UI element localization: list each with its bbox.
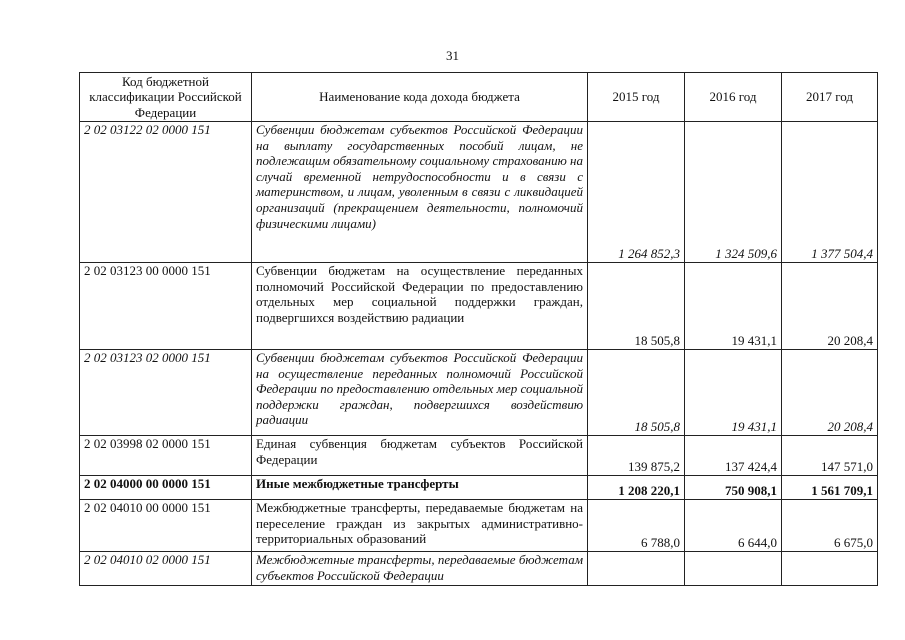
row-value-2015: 139 875,2 [588,436,685,476]
header-code: Код бюджетной классификации Российской Федерации [80,73,252,122]
table-row [80,350,878,436]
page-number: 31 [446,48,459,63]
row-name: Межбюджетные трансферты, передаваемые бюджетам субъектов Российской Федерации [252,552,588,586]
row-code: 2 02 03123 02 0000 151 [80,350,252,436]
row-value-2016: 1 324 509,6 [685,122,782,263]
table-row [80,500,878,552]
row-value-2016: 750 908,1 [685,476,782,500]
row-code: 2 02 03122 02 0000 151 [80,122,252,263]
row-value-2017: 1 561 709,1 [782,476,878,500]
row-code: 2 02 04000 00 0000 151 [80,476,252,500]
row-name: Субвенции бюджетам на осуществление переданных полномочий Российской Федерации по предоставлению отдельных мер социальной поддержки граждан, подвергшихся воздействию радиации [252,263,588,350]
row-value-2017: 6 675,0 [782,500,878,552]
row-value-2015: 1 264 852,3 [588,122,685,263]
row-code: 2 02 04010 02 0000 151 [80,552,252,586]
row-name: Единая субвенция бюджетам субъектов Российской Федерации [252,436,588,476]
row-value-2016: 19 431,1 [685,263,782,350]
row-value-2017 [782,552,878,586]
row-value-2016 [685,552,782,586]
row-code: 2 02 03123 00 0000 151 [80,263,252,350]
row-name: Межбюджетные трансферты, передаваемые бюджетам на переселение граждан из закрытых административно-территориальных образований [252,500,588,552]
row-name: Субвенции бюджетам субъектов Российской Федерации на осуществление переданных полномочий Российской Федерации по предоставлению отдельных мер социальной поддержки граждан, подвергшихся воздействию радиации [252,350,588,436]
table-row [80,436,878,476]
header-2017: 2017 год [782,73,878,122]
row-value-2015: 18 505,8 [588,350,685,436]
row-value-2017: 20 208,4 [782,263,878,350]
row-name: Субвенции бюджетам субъектов Российской Федерации на выплату государственных пособий лицам, не подлежащим обязательному социальному страхованию на случай временной нетрудоспособности и в связи с материнством, и лицам, уволенным в связи с ликвидацией организаций (прекращением деятельности, полномочий физическими лицами) [252,122,588,263]
row-value-2017: 1 377 504,4 [782,122,878,263]
row-value-2015: 1 208 220,1 [588,476,685,500]
table-row [80,552,878,586]
row-name: Иные межбюджетные трансферты [252,476,588,500]
row-value-2016: 6 644,0 [685,500,782,552]
header-2015: 2015 год [588,73,685,122]
header-name: Наименование кода дохода бюджета [252,73,588,122]
row-value-2017: 147 571,0 [782,436,878,476]
budget-table [79,72,878,586]
row-code: 2 02 03998 02 0000 151 [80,436,252,476]
table-row [80,263,878,350]
row-value-2016: 137 424,4 [685,436,782,476]
row-value-2016: 19 431,1 [685,350,782,436]
row-value-2017: 20 208,4 [782,350,878,436]
header-row [80,73,878,122]
header-2016: 2016 год [685,73,782,122]
row-value-2015: 6 788,0 [588,500,685,552]
row-value-2015 [588,552,685,586]
table-row [80,476,878,500]
table-row [80,122,878,263]
row-value-2015: 18 505,8 [588,263,685,350]
row-code: 2 02 04010 00 0000 151 [80,500,252,552]
